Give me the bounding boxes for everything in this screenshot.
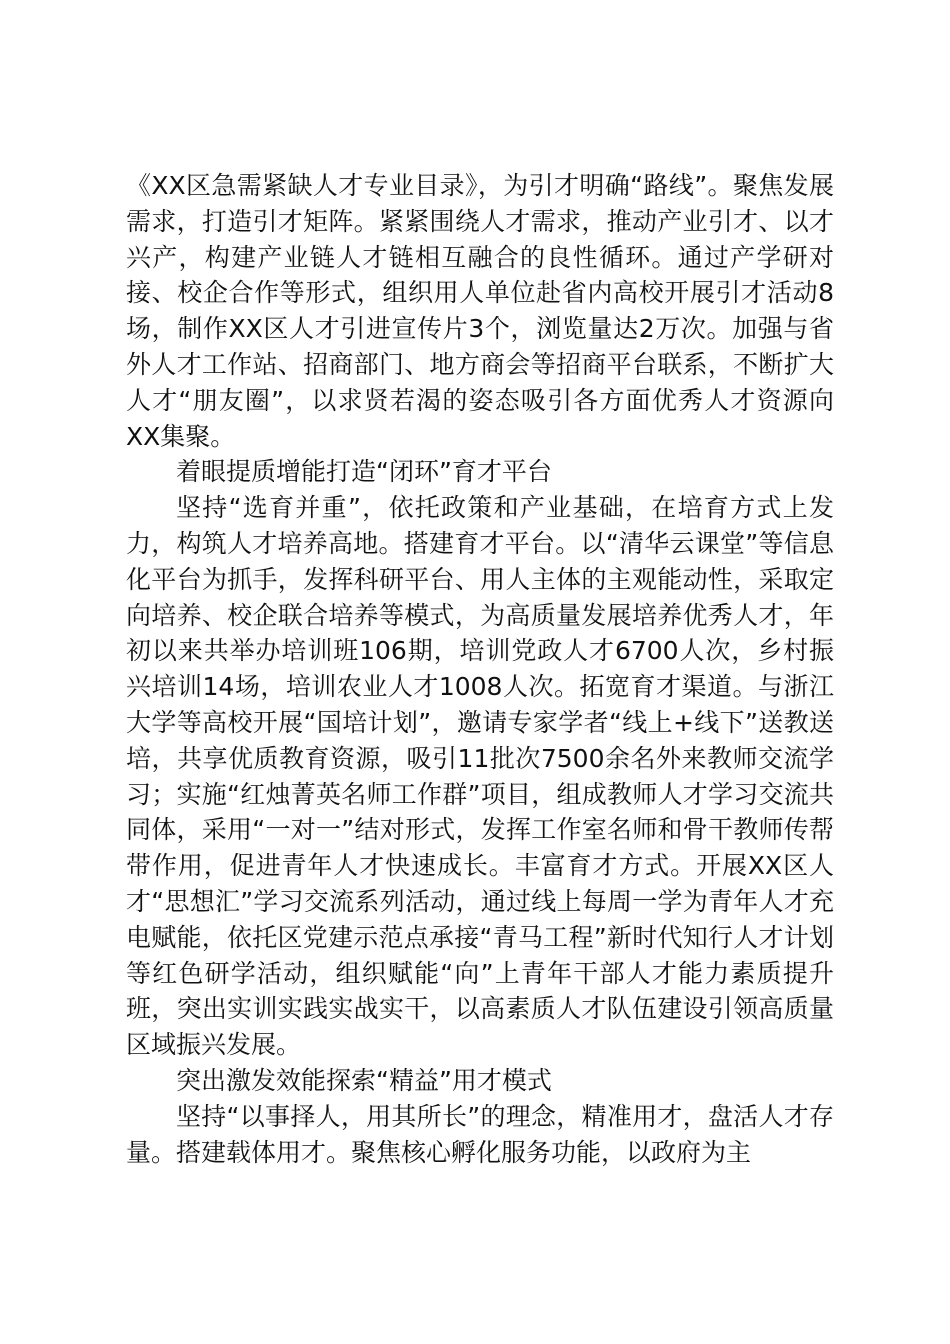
paragraph-training: 坚持“选育并重”，依托政策和产业基础，在培育方式上发力，构筑人才培养高地。搭建育才平台。以“清华云课堂”等信息化平台为抓手，发挥科研平台、用人主体的主观能动性，采取定向培养、校企联合培养等模式，为高质量发展培养优秀人才，年初以来共举办培训班106期，培训党政人才6700人次，乡村振兴培训14场，培训农业人才1008人次。拓宽育才渠道。与浙江大学等高校开展“国培计划”，邀请专家学者“线上+线下”送教送培，共享优质教育资源，吸引11批次7500余名外来教师交流学习；实施“红烛菁英名师工作群”项目，组成教师人才学习交流共同体，采用“一对一”结对形式，发挥工作室名师和骨干教师传帮带作用，促进青年人才快速成长。丰富育才方式。开展XX区人才“思想汇”学习交流系列活动，通过线上每周一学为青年人才充电赋能，依托区党建示范点承接“青马工程”新时代知行人才计划等红色研学活动，组织赋能“向”上青年干部人才能力素质提升班，突出实训实践实战实干，以高素质人才队伍建设引领高质量区域振兴发展。 [126, 493, 834, 1060]
heading-utilization-model: 突出激发效能探索“精益”用才模式 [176, 1065, 552, 1095]
document-body [126, 168, 834, 1170]
paragraph-utilization: 坚持“以事择人，用其所长”的理念，精准用才，盘活人才存量。搭建载体用才。聚焦核心孵化服务功能，以政府为主 [126, 1101, 834, 1167]
paragraph-talent-catalog: 《XX区急需紧缺人才专业目录》，为引才明确“路线”。聚焦发展需求，打造引才矩阵。紧紧围绕人才需求，推动产业引才、以才兴产，构建产业链人才链相互融合的良性循环。通过产学研对接、校企合作等形式，组织用人单位赴省内高校开展引才活动8场，制作XX区人才引进宣传片3个，浏览量达2万次。加强与省外人才工作站、招商部门、地方商会等招商平台联系，不断扩大人才“朋友圈”，以求贤若渴的姿态吸引各方面优秀人才资源向XX集聚。 [126, 171, 834, 451]
heading-training-platform: 着眼提质增能打造“闭环”育才平台 [176, 457, 552, 487]
